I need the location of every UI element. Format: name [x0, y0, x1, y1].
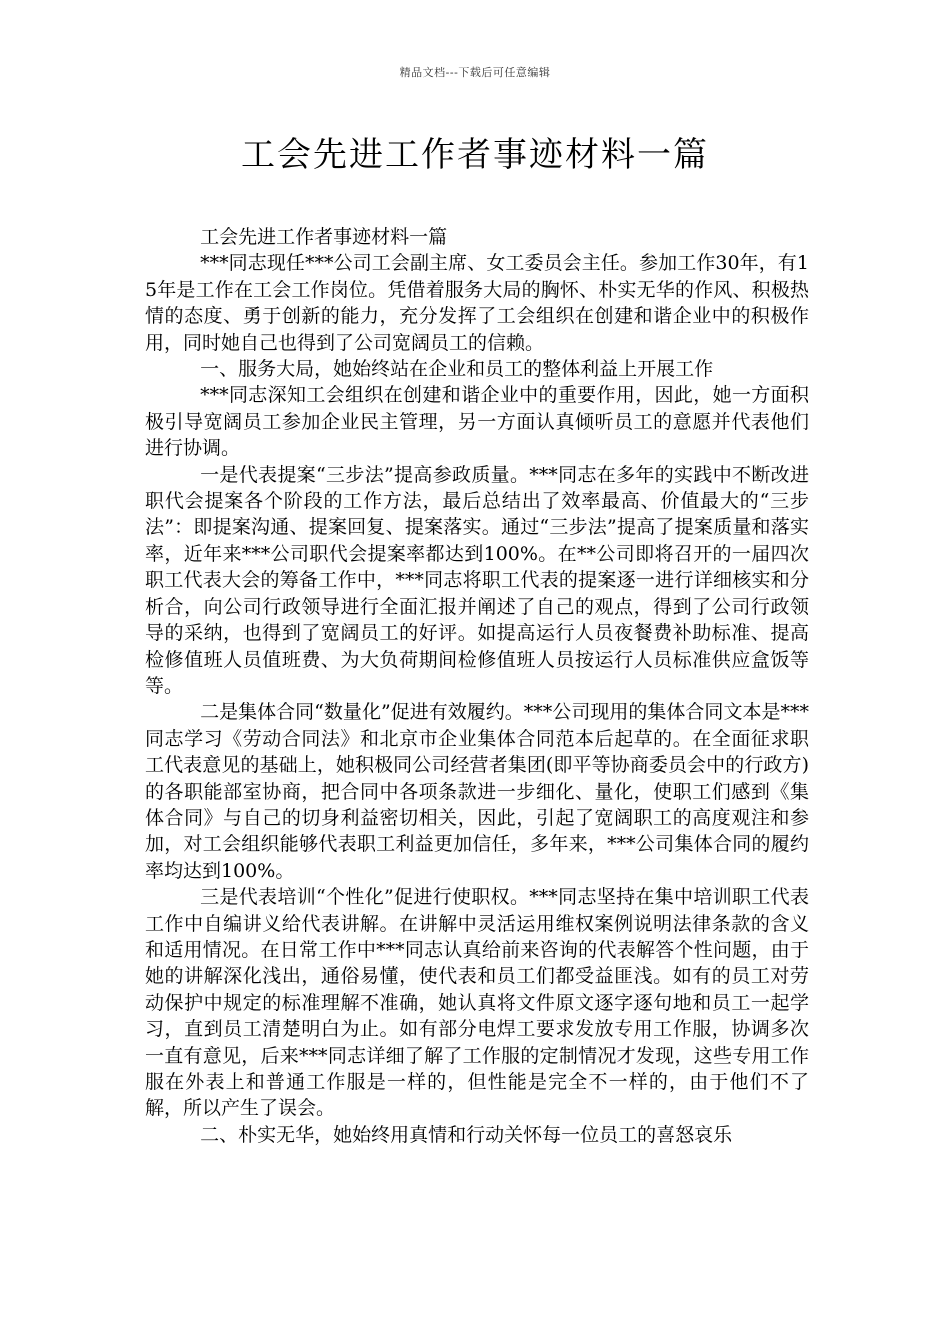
section-heading-1: 一、服务大局，她始终站在企业和员工的整体利益上开展工作	[200, 358, 714, 381]
paragraph-intro: ***同志现任***公司工会副主席、女工委员会主任。参加工作30年，有15年是工作在工会工作岗位。凭借着服务大局的胸怀、朴实无华的作风、积极热情的态度、勇于创新的能力，充分发挥了工会组织在创建和谐企业中的积极作用，同时她自己也得到了公司宽阔员工的信赖。	[145, 252, 809, 354]
document-body	[145, 224, 809, 1148]
document-title: 工会先进工作者事迹材料一篇	[241, 135, 709, 175]
paragraph: 一是代表提案“三步法”提高参政质量。***同志在多年的实践中不断改进职代会提案各个阶段的工作方法，最后总结出了效率最高、价值最大的“三步法”：即提案沟通、提案回复、提案落实。通过“三步法”提高了提案质量和落实率，近年来***公司职代会提案率都达到100%。在**公司即将召开的一届四次职工代表大会的筹备工作中，***同志将职工代表的提案逐一进行详细核实和分析合，向公司行政领导进行全面汇报并阐述了自己的观点，得到了公司行政领导的采纳，也得到了宽阔员工的好评。如提高运行人员夜餐费补助标准、提高检修值班人员值班费、为大负荷期间检修值班人员按运行人员标准供应盒饭等等。	[145, 463, 809, 697]
header-note: 精品文档---下载后可任意编辑	[399, 66, 551, 79]
section-heading-2: 二、朴实无华，她始终用真情和行动关怀每一位员工的喜怒哀乐	[200, 1123, 733, 1146]
paragraph-subtitle: 工会先进工作者事迹材料一篇	[200, 226, 448, 248]
paragraph: 三是代表培训“个性化”促进行使职权。***同志坚持在集中培训职工代表工作中自编讲义给代表讲解。在讲解中灵活运用维权案例说明法律条款的含义和适用情况。在日常工作中***同志认真给前来咨询的代表解答个性问题，由于她的讲解深化浅出，通俗易懂，使代表和员工们都受益匪浅。如有的员工对劳动保护中规定的标准理解不准确，她认真将文件原文逐字逐句地和员工一起学习，直到员工清楚明白为止。如有部分电焊工要求发放专用工作服，协调多次一直有意见，后来***同志详细了解了工作服的定制情况才发现，这些专用工作服在外表上和普通工作服是一样的，但性能是完全不一样的，由于他们不了解，所以产生了误会。	[145, 886, 809, 1120]
paragraph: ***同志深知工会组织在创建和谐企业中的重要作用，因此，她一方面积极引导宽阔员工参加企业民主管理，另一方面认真倾听员工的意愿并代表他们进行协调。	[145, 384, 809, 460]
paragraph: 二是集体合同“数量化”促进有效履约。***公司现用的集体合同文本是***同志学习《劳动合同法》和北京市企业集体合同范本后起草的。在全面征求职工代表意见的基础上，她积极同公司经营者集团(即平等协商委员会中的行政方)的各职能部室协商，把合同中各项条款进一步细化、量化，使职工们感到《集体合同》与自己的切身利益密切相关，因此，引起了宽阔职工的高度观注和参加，对工会组织能够代表职工利益更加信任，多年来，***公司集体合同的履约率均达到100%。	[145, 701, 809, 882]
